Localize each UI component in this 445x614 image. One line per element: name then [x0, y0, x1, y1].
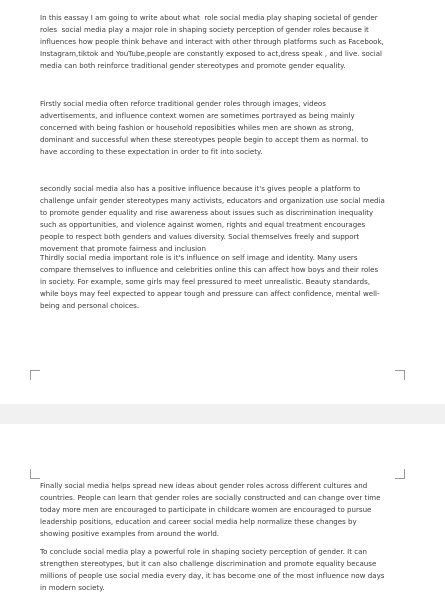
- paragraph-thirdly: Thirdly social media important role is it's influence on self image and identity. Many users compare themselves to influence and celebrities online this can affect how boys and their roles in society. For example, some girls may feel pressured to meet unrealistic. Beauty standards, while boys may feel expected to appear tough and pressure can affect confidence, mental well- being and personal choices.: [40, 253, 380, 310]
- paragraph-introduction: In this eassay I am going to write about what role social media play shaping societal of gender roles social media play a major role in shaping society perception of gender roles because it influences how people think behave and interact with other through platforms such as Facebook, Instagram,tiktok and YouTube,people are constantly exposed to act,dress speak , and live. social media can both reinforce traditional gender stereotypes and promote gender equality.: [40, 13, 384, 70]
- paragraph-secondly: secondly social media also has a positive influence because it's gives people a platform to challenge unfair gender stereotypes many activists, educators and organization use social media to promote gender equality and rise awareness about issues such as discrimination inequality such as opportunities, and violence against women, rights and equal treatment encourages people to respect both genders and values diversity. Social themselves freely and support movement that promote fairness and inclusion: [40, 184, 385, 253]
- margin-corner-top-left-icon: [30, 469, 40, 479]
- paragraph-conclusion: To conclude social media play a powerful role in shaping society perception of gender. It can strengthen stereotypes, but it can also challenge discrimination and promote equality because millions of people use social media every day, it has become one of the most influence now days in modern society.: [40, 547, 385, 592]
- margin-corner-top-right-icon: [395, 469, 405, 479]
- paragraph-firstly: Firstly social media often reforce traditional gender roles through images, videos advertisements, and influence context women are sometimes portrayed as being mainly concerned with being fashion or household reposibities whiles men are shown as strong, dominant and successful when these stereotypes people begin to accept them as normal. to have according to these expectation in order to fit into society.: [40, 99, 369, 156]
- margin-corner-bottom-left-icon: [30, 370, 40, 380]
- document-page-2[interactable]: [0, 424, 445, 614]
- paragraph-finally: Finally social media helps spread new ideas about gender roles across different cultures and countries. People can learn that gender roles are socially constructed and can change over time today more men are encouraged to participate in childcare women are encouraged to pursue leadership positions, education and career social media help normalize these changes by showing positive examples from around the world.: [40, 481, 381, 538]
- margin-corner-bottom-right-icon: [395, 370, 405, 380]
